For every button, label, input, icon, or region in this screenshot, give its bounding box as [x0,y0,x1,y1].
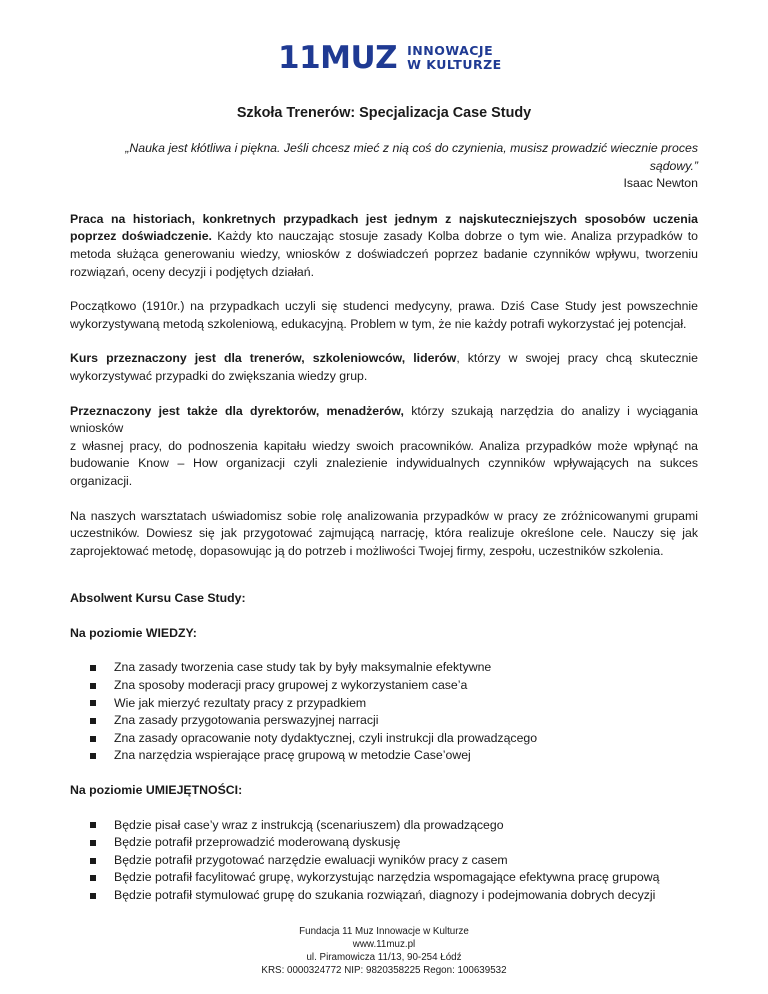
quote-author: Isaac Newton [623,176,698,191]
list-item-text: Będzie potrafił przygotować narzędzie ewaluacji wyników pracy z casem [114,852,508,867]
list-item [90,730,698,748]
paragraph-audience-trainers-text: , którzy w swojej pracy chcą skutecznie wykorzystywać przypadki do zwiększania wiedzy grup. [70,351,699,383]
logo-subtitle-line-2: W KULTURZE [407,57,502,72]
bullet-square-icon [90,718,96,724]
paragraph-audience-managers [70,403,698,491]
list-item [90,852,698,870]
quote-line-1: „Nauka jest kłótliwa i piękna. Jeśli chcesz mieć z nią coś do czynienia, musisz prowadzić wiecznie proces [125,141,698,155]
list-item-text: Zna zasady przygotowania perswazyjnej narracji [114,713,379,728]
knowledge-list [70,659,698,765]
paragraph-intro-bold: Praca na historiach, konkretnych przypadkach jest jednym z najskuteczniejszych sposobów uczenia poprzez doświadczenie. [70,211,698,244]
page-footer [0,925,768,977]
paragraph-audience-managers-text-1: którzy szukają narzędzia do analizy i wyciągania wniosków [70,403,698,436]
list-item [90,659,698,677]
logo-main-text: 11MUZ [278,39,398,76]
list-item [90,869,698,887]
paragraph-workshops: Na naszych warsztatach uświadomisz sobie rolę analizowania przypadków w pracy ze zróżnicowanymi grupami uczestników. Dowiesz się jak przygotować zajmującą narrację, która realizuje określone cele. Nauczy się jak zaprojektować metodę, dopasowując ją do potrzeb i możliwości Twojej firmy, zespołu, uczestników szkolenia. [70,508,698,558]
bullet-square-icon [90,875,96,881]
list-item-text: Wie jak mierzyć rezultaty pracy z przypadkiem [114,695,367,710]
paragraph-audience-trainers-bold: Kurs przeznaczony jest dla trenerów, szkoleniowców, liderów [70,351,457,366]
list-item [90,712,698,730]
list-item [90,817,698,835]
list-item-text: Będzie potrafił stymulować grupę do szukania rozwiązań, diagnozy i podejmowania dobrych decyzji [114,888,656,902]
bullet-square-icon [90,893,96,899]
paragraph-intro [70,211,698,281]
quote-block [70,140,698,193]
quote-line-2: sądowy.” [649,158,698,173]
list-item [90,677,698,695]
logo-subtitle-line-1: INNOWACJE [407,43,494,58]
paragraph-audience-trainers [70,350,698,385]
list-item [90,834,698,852]
list-item [90,695,698,713]
bullet-square-icon [90,858,96,864]
list-item-text: Zna narzędzia wspierające pracę grupową w metodzie Case’owej [114,748,471,763]
paragraph-audience-managers-text-2: z własnej pracy, do podnoszenia kapitału wiedzy swoich pracowników. Analiza przypadków może wpłynąć na budowanie Know – How organizacji czyli znalezienie indywidualnych czynników wpływających na sukces organizacji. [70,438,698,488]
graduate-heading: Absolwent Kursu Case Study: [70,591,246,606]
list-item-text: Zna zasady tworzenia case study tak by były maksymalnie efektywne [114,660,492,675]
document-body [70,104,698,922]
list-item-text: Będzie potrafił facylitować grupę, wykorzystując narzędzia wspomagające efektywna pracę grupową [114,870,660,885]
page-title: Szkoła Trenerów: Specjalizacja Case Study [236,105,532,121]
list-item-text: Zna zasady opracowanie noty dydaktycznej, czyli instrukcji dla prowadzącego [114,730,538,745]
bullet-square-icon [90,683,96,689]
list-item [90,747,698,765]
paragraph-intro-text: Każdy kto nauczając stosuje zasady Kolba dobrze o tym wie. Analiza przypadków to metoda służąca generowaniu wiedzy, wniosków z doświadczeń poprzez badanie czynników wpływu, tworzeniu rozwiązań, oceny decyzji i podjętych działań. [70,229,698,279]
bullet-square-icon [90,665,96,671]
footer-website-link[interactable]: www.11muz.pl [352,939,416,950]
logo-subtitle [407,44,502,72]
skills-heading: Na poziomie UMIEJĘTNOŚCI: [70,783,243,798]
paragraph-audience-managers-bold: Przeznaczony jest także dla dyrektorów, menadżerów, [70,403,404,418]
list-item-text: Będzie potrafił przeprowadzić moderowaną dyskusję [114,835,401,850]
bullet-square-icon [90,736,96,742]
footer-registry: KRS: 0000324772 NIP: 9820358225 Regon: 100639532 [261,965,507,976]
footer-organization: Fundacja 11 Muz Innowacje w Kulturze [299,926,469,937]
list-item-text: Zna sposoby moderacji pracy grupowej z wykorzystaniem case’a [114,678,468,693]
paragraph-history: Początkowo (1910r.) na przypadkach uczyli się studenci medycyny, prawa. Dziś Case Study jest powszechnie wykorzystywaną metodą szkoleniową, edukacyjną. Problem w tym, że nie każdy potrafi wykorzystać jej potencjał. [70,299,698,331]
bullet-square-icon [90,840,96,846]
bullet-square-icon [90,822,96,828]
knowledge-heading: Na poziomie WIEDZY: [70,625,197,640]
bullet-square-icon [90,753,96,759]
bullet-square-icon [90,700,96,706]
list-item-text: Będzie pisał case’y wraz z instrukcją (scenariuszem) dla prowadzącego [114,817,504,832]
skills-list [70,817,698,905]
logo [278,40,502,76]
footer-address: ul. Piramowicza 11/13, 90-254 Łódź [306,952,462,963]
list-item [90,887,698,905]
